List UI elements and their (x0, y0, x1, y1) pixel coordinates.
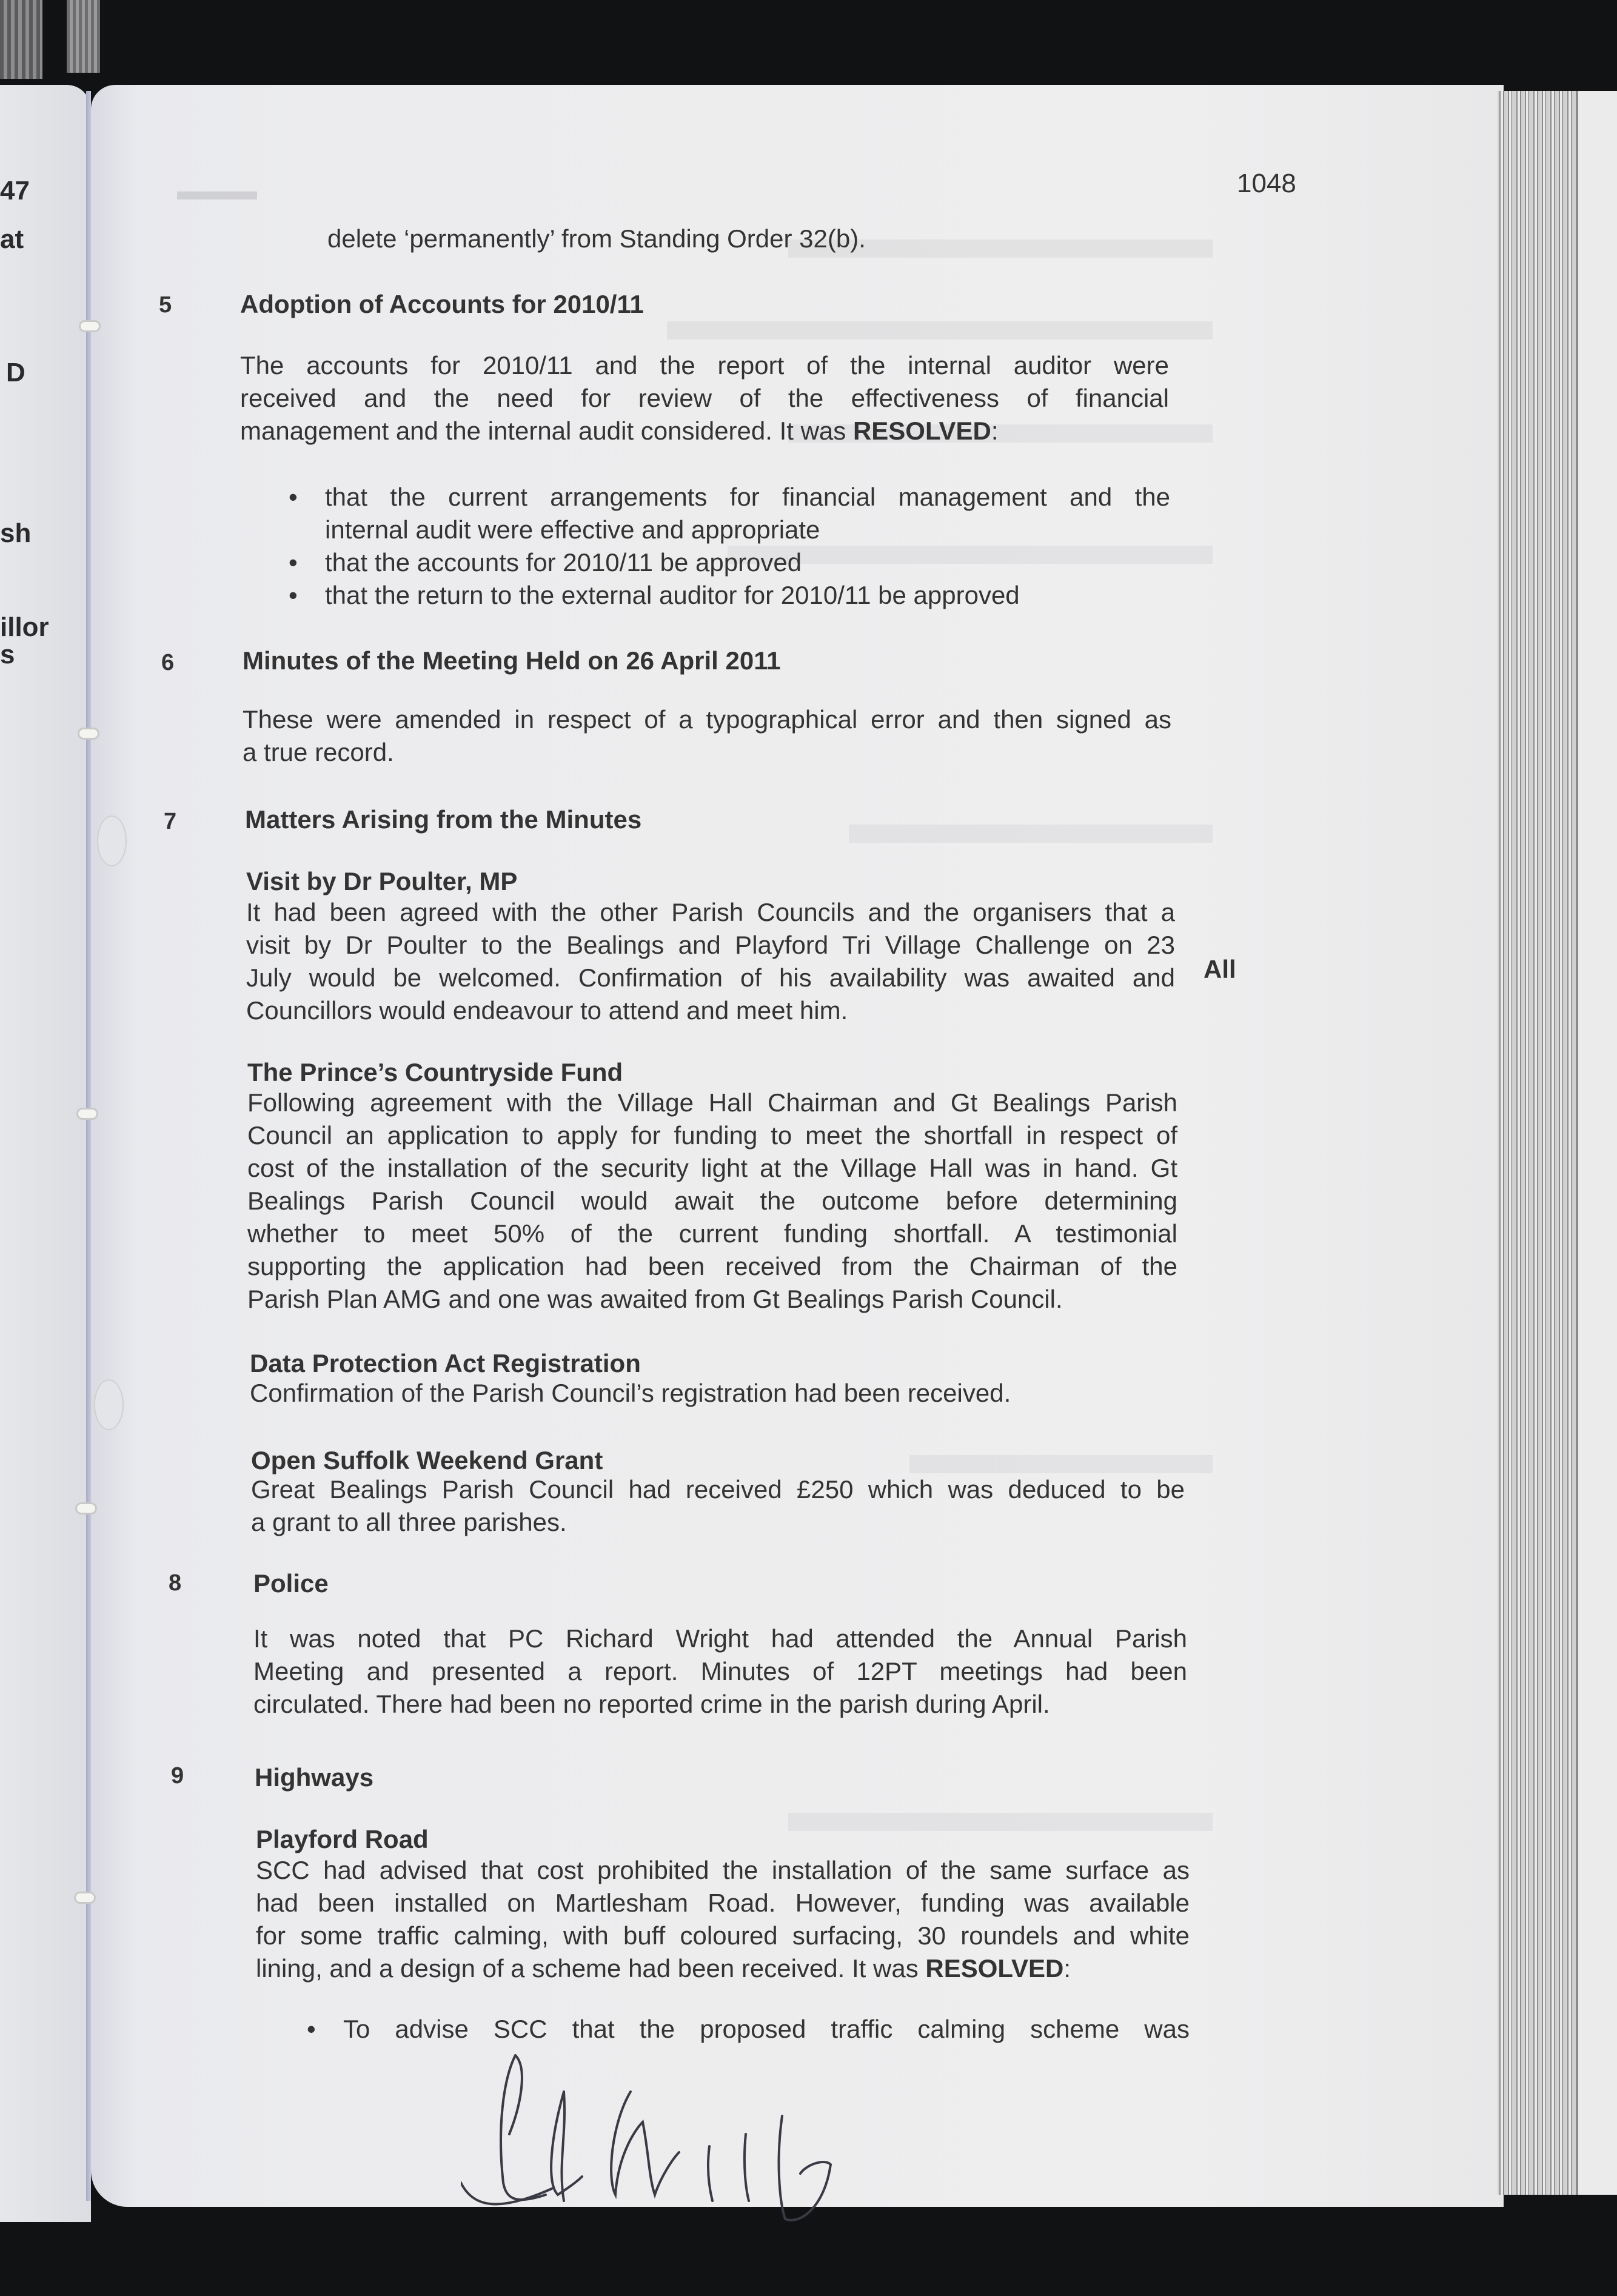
subsection-title: Visit by Dr Poulter, MP (246, 867, 518, 895)
subsection-paragraph: Confirmation of the Parish Council’s registration had been received. (250, 1379, 1011, 1407)
resolution-item (279, 579, 1170, 612)
paragraph-line: cost of the installation of the security light at the Village Hall was in hand. Gt (247, 1154, 1177, 1182)
binder-ring (74, 1892, 96, 1904)
signature-stroke (745, 2134, 749, 2201)
binder-ring (75, 1502, 97, 1514)
binder-edge (67, 0, 100, 73)
section-title: Matters Arising from the Minutes (245, 805, 642, 834)
paragraph-line: Council an application to apply for funding to meet the shortfall in respect of (247, 1121, 1177, 1150)
adjacent-page-fragment: sh (0, 518, 32, 548)
resolution-item (297, 2013, 1190, 2046)
resolution-text: • that the return to the external auditor for 2010/11 be approved (325, 581, 1020, 609)
paragraph-line: It had been agreed with the other Parish Councils and the organisers that a (246, 898, 1175, 926)
paragraph-line: had been installed on Martlesham Road. However, funding was available (256, 1889, 1190, 1917)
subsection-title: The Prince’s Countryside Fund (247, 1058, 623, 1086)
section-paragraph (240, 349, 1169, 447)
resolution-text: • that the accounts for 2010/11 be approved (325, 548, 802, 577)
resolution-text: • To advise SCC that the proposed traffic calming scheme was (343, 2015, 1190, 2043)
bleed-through-mark (849, 825, 1213, 843)
paragraph-line: circulated. There had been no reported crime in the parish during April. (253, 1690, 1050, 1718)
resolution-text: internal audit were effective and appropriate (325, 515, 820, 544)
section-title: Police (253, 1569, 329, 1598)
paragraph-line: Parish Plan AMG and one was awaited from Gt Bealings Parish Council. (247, 1285, 1063, 1313)
paragraph-line: Following agreement with the Village Hall Chairman and Gt Bealings Parish (247, 1088, 1177, 1117)
book-cover-edge (1576, 91, 1617, 2195)
section-number: 8 (169, 1570, 182, 1596)
subsection-paragraph (246, 896, 1175, 1027)
section-title: Adoption of Accounts for 2010/11 (240, 290, 644, 318)
adjacent-page-fragment: 47 (0, 176, 30, 206)
paragraph-line: a grant to all three parishes. (251, 1508, 567, 1536)
binder-ring (78, 728, 99, 740)
resolution-item (279, 481, 1170, 546)
bleed-through-mark (788, 1813, 1213, 1831)
paragraph-line: Councillors would endeavour to attend and meet him. (246, 996, 848, 1025)
binder-edge (0, 0, 42, 79)
paragraph-line: Meeting and presented a report. Minutes of 12PT meetings had been (253, 1657, 1187, 1685)
paragraph-line (240, 415, 1169, 447)
resolution-list (297, 2013, 1190, 2046)
punctuation: : (1063, 1954, 1071, 1983)
bleed-through-mark (667, 321, 1213, 340)
adjacent-page-fragment: s (0, 640, 15, 669)
subsection-title: Open Suffolk Weekend Grant (251, 1446, 603, 1474)
paragraph-line: whether to meet 50% of the current funding shortfall. A testimonial (247, 1219, 1177, 1248)
page-spine (86, 91, 91, 2201)
signature-stroke (611, 2092, 679, 2195)
bleed-through-mark (909, 1455, 1213, 1473)
section-paragraph (243, 703, 1171, 769)
adjacent-page-fragment: illor (0, 612, 49, 642)
subsection-title: Data Protection Act Registration (250, 1349, 641, 1377)
paragraph-line: These were amended in respect of a typographical error and then signed as (243, 705, 1171, 734)
paragraph-line: supporting the application had been received from the Chairman of the (247, 1252, 1177, 1280)
adjacent-page-fragment: D (6, 358, 25, 387)
paragraph-text: management and the internal audit considered. It was (240, 417, 853, 445)
paragraph-line: visit by Dr Poulter to the Bealings and Playford Tri Village Challenge on 23 (246, 931, 1175, 959)
bleed-through-mark: ▬▬▬ (177, 176, 257, 206)
binder-ring (79, 320, 101, 332)
paragraph-line: Bealings Parish Council would await the outcome before determining (247, 1186, 1177, 1215)
section-number: 7 (164, 809, 177, 834)
signature (461, 2043, 1037, 2225)
paragraph-line: for some traffic calming, with buff coloured surfacing, 30 roundels and white (256, 1921, 1190, 1950)
action-marker: All (1204, 955, 1236, 983)
resolution-list (279, 481, 1170, 612)
page-stack-edge (1498, 91, 1576, 2195)
signature-stroke (461, 2055, 552, 2204)
paragraph-line: July would be welcomed. Confirmation of his availability was awaited and (246, 963, 1175, 992)
section-paragraph (253, 1622, 1187, 1721)
paragraph-line: The accounts for 2010/11 and the report of the internal auditor were (240, 351, 1169, 380)
paragraph-line: Great Bealings Parish Council had received £250 which was deduced to be (251, 1475, 1185, 1504)
resolution-text: • that the current arrangements for financial management and the (325, 483, 1170, 511)
signature-stroke (551, 2092, 582, 2201)
paragraph-line: SCC had advised that cost prohibited the installation of the same surface as (256, 1856, 1190, 1884)
signature-stroke (779, 2116, 831, 2220)
punch-hole (97, 815, 127, 866)
paragraph-line: received and the need for review of the effectiveness of financial (240, 384, 1169, 412)
page-number: 1048 (1237, 169, 1296, 198)
signature-stroke (708, 2146, 712, 2201)
resolved-keyword: RESOLVED (925, 1954, 1064, 1983)
binder-ring (76, 1108, 98, 1120)
subsection-title: Playford Road (256, 1825, 429, 1853)
paragraph-line (256, 1952, 1190, 1985)
section-number: 6 (161, 650, 175, 675)
subsection-paragraph (247, 1086, 1177, 1316)
paragraph-line: a true record. (243, 738, 394, 766)
paragraph-line: It was noted that PC Richard Wright had attended the Annual Parish (253, 1624, 1187, 1653)
subsection-paragraph (256, 1854, 1190, 1985)
resolved-keyword: RESOLVED (852, 417, 991, 445)
punch-hole (94, 1379, 124, 1430)
section-title: Highways (255, 1763, 374, 1792)
section-number: 9 (171, 1763, 184, 1789)
paragraph-text: lining, and a design of a scheme had been received. It was (256, 1954, 926, 1983)
adjacent-page-fragment: at (0, 224, 24, 254)
section-number: 5 (159, 292, 172, 318)
resolution-item (279, 546, 1170, 579)
subsection-paragraph (251, 1473, 1185, 1539)
section-title: Minutes of the Meeting Held on 26 April 2011 (243, 646, 781, 675)
punctuation: : (991, 417, 999, 445)
opening-line: delete ‘permanently’ from Standing Order 32(b). (327, 224, 866, 253)
